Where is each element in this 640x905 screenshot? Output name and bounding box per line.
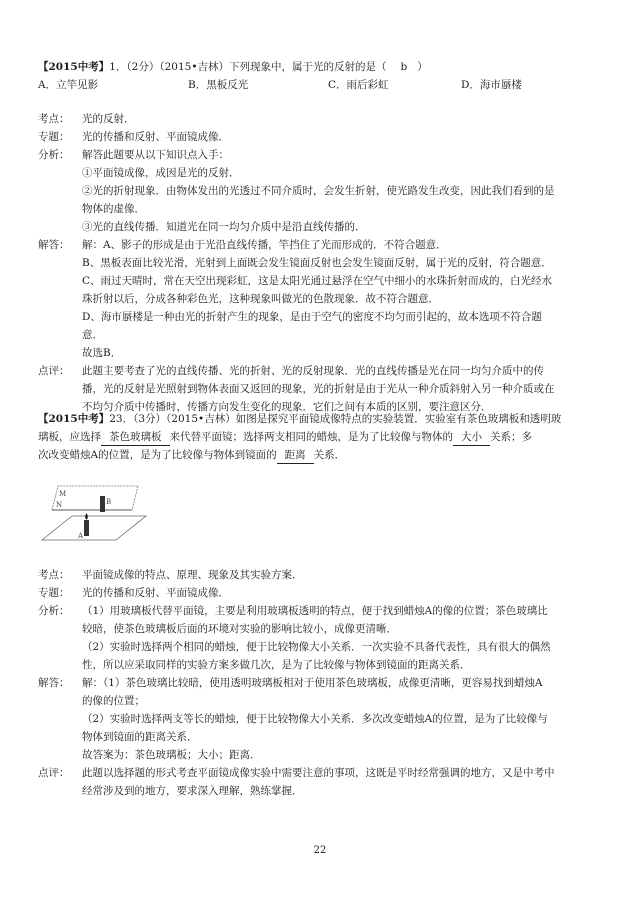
analysis-line (38, 272, 604, 290)
analysis-text: 物体的虚像． (82, 203, 145, 215)
analysis-text: 解：（1）茶色玻璃比较暗，使用透明玻璃板相对于使用茶色玻璃板，成像更清晰，更容易找到蜡烛A (82, 677, 543, 689)
label-a: A (78, 532, 84, 540)
analysis-text: 的像的位置； (82, 695, 145, 707)
question-1-options (38, 76, 604, 94)
analysis-text: C、雨过天晴时，常在天空出现彩虹，这是太阳光通过悬浮在空气中细小的水珠折射而成的，白光经水 (82, 275, 553, 287)
analysis-text: 性，所以应采取同样的实验方案多做几次，是为了比较像与物体到镜面的距离关系． (82, 659, 471, 671)
answer-blank-3: 距离 (277, 448, 314, 464)
analysis-line (38, 602, 604, 620)
analysis-line (38, 182, 604, 200)
analysis-text: 此题主要考查了光的直线传播、光的折射、光的反射现象．光的直线传播是光在同一均匀介质中的传 (82, 365, 544, 377)
plane-mirror-apparatus-diagram (38, 476, 150, 546)
analysis-text: 解答此题要从以下知识点入手： (82, 149, 229, 161)
analysis-line (38, 146, 604, 164)
analysis-text: （2）实验时选择两支等长的蜡烛，便于比较物像大小关系．多次改变蜡烛A的位置，是为了比较像与 (82, 713, 548, 725)
analysis-text: 珠折射以后，分成各种彩色光，这种现象叫做光的色散现象．故不符合题意． (82, 293, 439, 305)
section-label: 专题： (38, 587, 70, 599)
question-stem-text: 来代替平面镜；选择两支相同的蜡烛，是为了比较像与物体的 (169, 431, 453, 443)
question-1-stem (38, 58, 604, 76)
option-a: A．立竿见影 (38, 79, 99, 91)
analysis-text: ③光的直线传播．知道光在同一均匀介质中是沿直线传播的． (82, 221, 366, 233)
analysis-line (38, 236, 604, 254)
answer-blank-2: 大小 (453, 430, 490, 446)
question-1 (38, 58, 604, 94)
analysis-text: 播，光的反射是光照射到物体表面又返回的现象，光的折射是由于光从一种介质斜射入另一种介质或在 (82, 383, 555, 395)
analysis-text: 经常涉及到的地方，要求深入理解，熟练掌握． (82, 785, 303, 797)
analysis-text: 光的传播和反射、平面镜成像． (82, 587, 229, 599)
analysis-line (38, 344, 604, 362)
candle-a-flame (85, 513, 88, 520)
analysis-line (38, 128, 604, 146)
section-label: 点评： (38, 767, 70, 779)
candle-a (84, 520, 89, 536)
section-label: 考点： (38, 569, 70, 581)
table-surface (42, 516, 146, 540)
analysis-text: 此题以选择题的形式考查平面镜成像实验中需要注意的事项，这既是平时经常强调的地方，又是中考中 (82, 767, 555, 779)
label-n: N (56, 501, 63, 509)
candle-b (100, 496, 105, 512)
experiment-figure (38, 476, 150, 546)
analysis-text: B、黑板表面比较光滑，光射到上面既会发生镜面反射也会发生镜面反射，属于光的反射，符合题意． (82, 257, 552, 269)
page-number: 22 (313, 845, 327, 856)
analysis-text: （2）实验时选择两个相同的蜡烛，便于比较物像大小关系．一次实验不具备代表性，具有很大的偶然 (82, 641, 551, 653)
analysis-line (38, 584, 604, 602)
analysis-text: D、海市蜃楼是一种由光的折射产生的现象，是由于空气的密度不均匀而引起的，故本选项不符合题 (82, 311, 542, 323)
analysis-text: 意． (82, 329, 103, 341)
analysis-line (38, 290, 604, 308)
analysis-text: 光的传播和反射、平面镜成像． (82, 131, 229, 143)
section-label: 解答： (38, 677, 70, 689)
question-tag: 【2015中考】 (38, 413, 110, 425)
analysis-text: 故选B． (82, 347, 122, 359)
handwritten-answer: b (400, 61, 408, 73)
stem-close-paren: ） (417, 61, 428, 73)
question-1-analysis (38, 110, 604, 416)
analysis-line (38, 566, 604, 584)
analysis-line (38, 746, 604, 764)
analysis-text: 解：A、影子的形成是由于光沿直线传播，竿挡住了光而形成的．不符合题意． (82, 239, 447, 251)
analysis-line (38, 692, 604, 710)
label-m: M (59, 490, 67, 498)
question-stem-text: 23．（3分）（2015•吉林）如图是探究平面镜成像特点的实验装置．实验室有茶色玻璃板和透明玻 (109, 413, 562, 425)
question-23-stem-line-2 (38, 428, 604, 446)
analysis-line (38, 782, 604, 800)
question-23-stem-line-3 (38, 446, 604, 464)
section-label: 分析： (38, 605, 70, 617)
analysis-line (38, 164, 604, 182)
section-label: 专题： (38, 131, 70, 143)
option-d: D．海市蜃楼 (461, 79, 522, 91)
analysis-line (38, 110, 604, 128)
analysis-line (38, 254, 604, 272)
question-tag: 【2015中考】 (38, 61, 110, 73)
analysis-text: 物体到镜面的距离关系． (82, 731, 198, 743)
analysis-text: 较暗，使茶色玻璃板后面的环境对实验的影响比较小，成像更清晰． (82, 623, 397, 635)
analysis-text: （1）用玻璃板代替平面镜，主要是利用玻璃板透明的特点，便于找到蜡烛A的像的位置；茶色玻璃比 (82, 605, 548, 617)
analysis-text: 故答案为：茶色玻璃板；大小；距离． (82, 749, 261, 761)
analysis-text: ①平面镜成像，成因是光的反射． (82, 167, 240, 179)
option-c: C．雨后彩虹 (328, 79, 389, 91)
analysis-line (38, 656, 604, 674)
analysis-text: 不均匀介质中传播时，传播方向发生变化的现象．它们之间有本质的区别，要注意区分． (82, 401, 492, 413)
analysis-line (38, 200, 604, 218)
analysis-line (38, 362, 604, 380)
analysis-line (38, 326, 604, 344)
analysis-line (38, 710, 604, 728)
question-23 (38, 410, 604, 464)
analysis-line (38, 728, 604, 746)
option-b: B．黑板反光 (188, 79, 249, 91)
analysis-line (38, 308, 604, 326)
analysis-line (38, 638, 604, 656)
analysis-line (38, 764, 604, 782)
analysis-line (38, 380, 604, 398)
analysis-text: ②光的折射现象．由物体发出的光透过不同介质时，会发生折射，使光路发生改变，因此我们看到的是 (82, 185, 555, 197)
section-label: 考点： (38, 113, 70, 125)
analysis-line (38, 620, 604, 638)
analysis-line (38, 218, 604, 236)
label-b: B (106, 498, 112, 506)
question-23-stem-line-1 (38, 410, 604, 428)
section-label: 点评： (38, 365, 70, 377)
section-label: 解答： (38, 239, 70, 251)
analysis-text: 平面镜成像的特点、原理、现象及其实验方案． (82, 569, 303, 581)
question-stem-text: 关系． (313, 449, 346, 461)
answer-blank-1: 茶色玻璃板 (101, 430, 170, 446)
question-stem-text: 关系；多 (490, 431, 532, 443)
question-23-analysis (38, 566, 604, 800)
analysis-text: 光的反射． (82, 113, 135, 125)
section-label: 分析： (38, 149, 70, 161)
question-stem-text: 次改变蜡烛A的位置，是为了比较像与物体到镜面的 (38, 449, 277, 461)
question-stem-text: 璃板，应选择 (38, 431, 101, 443)
question-stem-text: 1．（2分）（2015•吉林）下列现象中，属于光的反射的是（ (109, 61, 387, 73)
analysis-line (38, 674, 604, 692)
